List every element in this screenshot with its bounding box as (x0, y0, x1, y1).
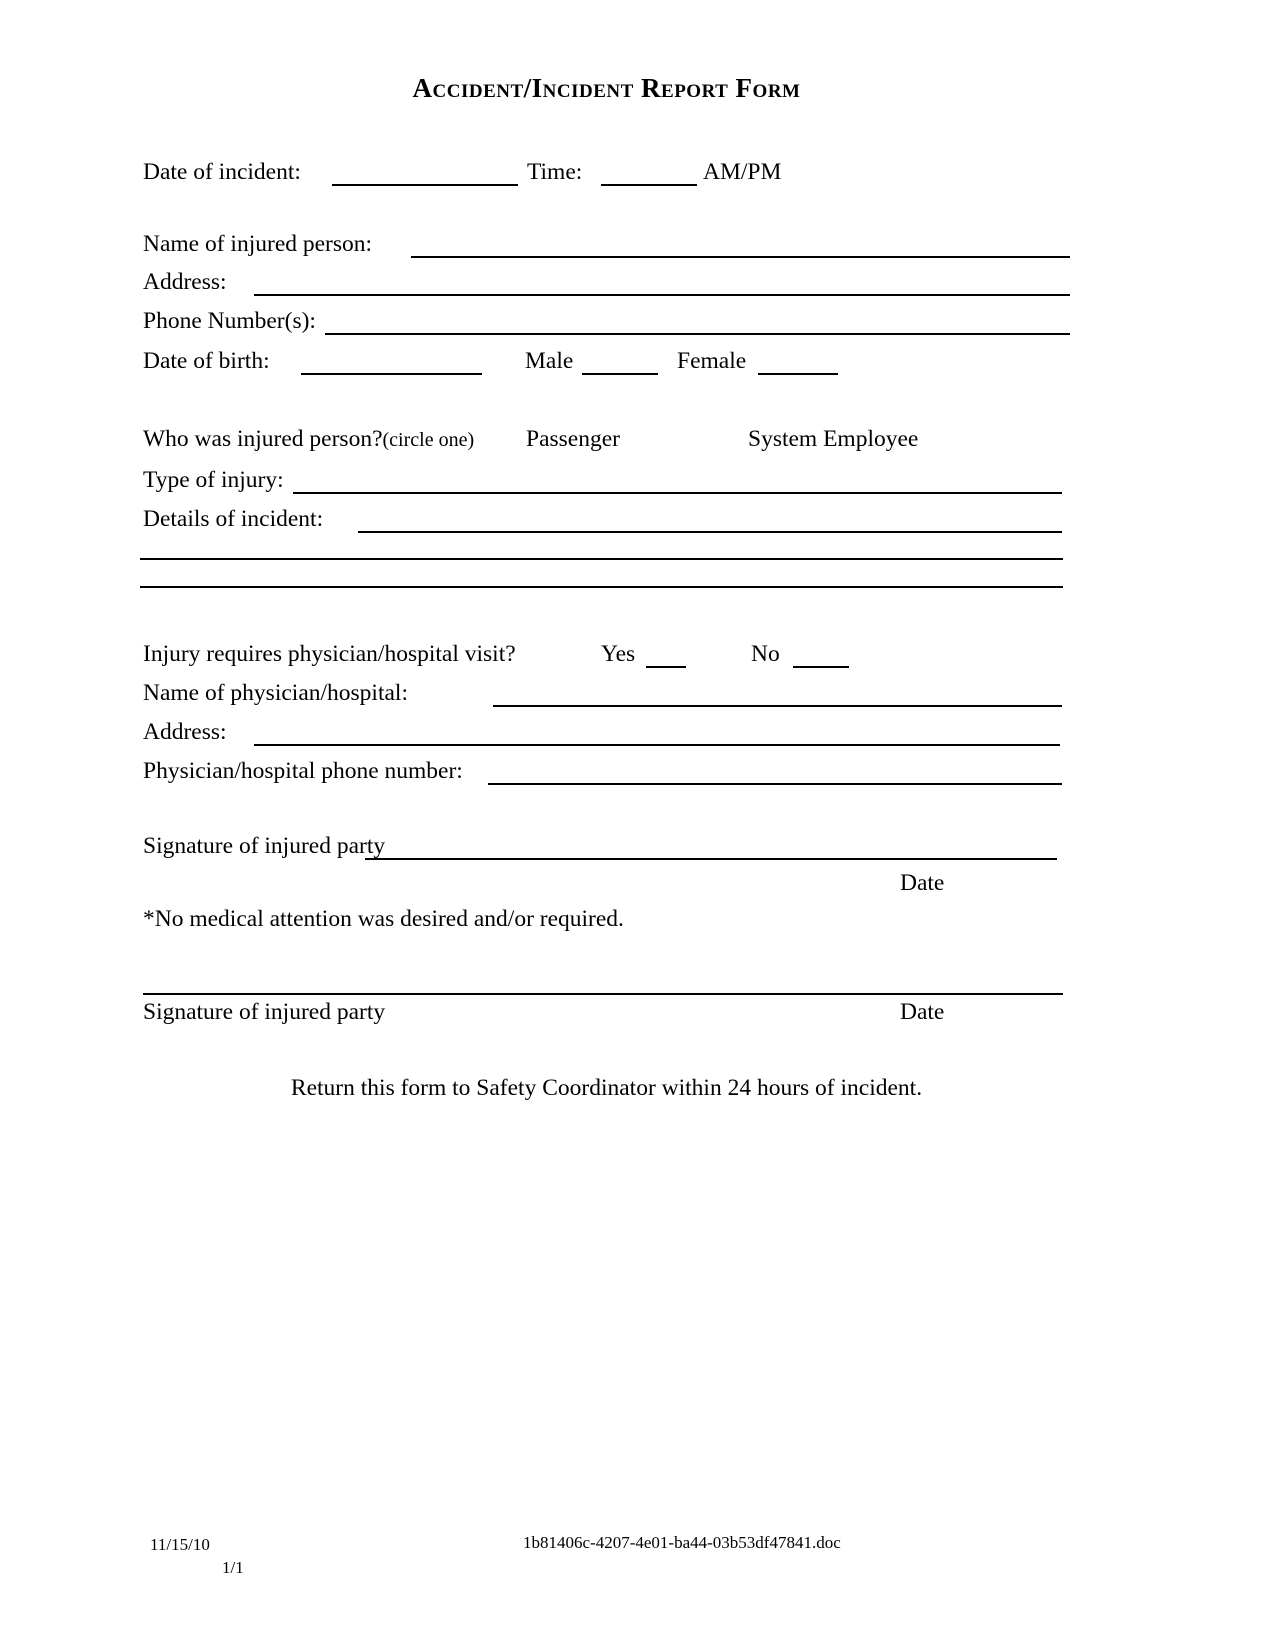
time-label: Time: (527, 159, 583, 185)
male-blank[interactable] (582, 347, 658, 375)
male-option[interactable]: Male (525, 348, 574, 374)
who-injured-question: Who was injured person? (143, 426, 383, 452)
row-date-1 (143, 869, 1070, 897)
physician-address-blank[interactable] (254, 718, 1060, 746)
row-physician-address (143, 718, 1070, 746)
dob-label: Date of birth: (143, 348, 270, 374)
row-incident-details (143, 505, 1070, 533)
injured-address-label: Address: (143, 269, 227, 295)
signature-1-blank[interactable] (365, 832, 1057, 860)
injured-phone-label: Phone Number(s): (143, 308, 316, 334)
row-injury-type (143, 466, 1070, 494)
row-injured-address (143, 268, 1070, 296)
row-physician-phone (143, 757, 1070, 785)
injured-name-label: Name of injured person: (143, 231, 373, 257)
footer-page-number: 1/1 (222, 1558, 244, 1577)
footer-filename: 1b81406c-4207-4e01-ba44-03b53df47841.doc (523, 1533, 841, 1552)
physician-phone-label: Physician/hospital phone number: (143, 758, 463, 784)
female-blank[interactable] (758, 347, 838, 375)
physician-name-label: Name of physician/hospital: (143, 680, 408, 706)
physician-name-blank[interactable] (493, 679, 1062, 707)
yes-option[interactable]: Yes (601, 641, 636, 667)
row-injured-name (143, 230, 1070, 258)
time-blank[interactable] (601, 158, 697, 186)
incident-details-label: Details of incident: (143, 506, 324, 532)
row-who-injured (143, 425, 1070, 453)
row-signature-1 (143, 832, 1070, 860)
signature-2-line[interactable] (143, 993, 1063, 995)
injured-phone-blank[interactable] (325, 307, 1070, 335)
physician-address-label: Address: (143, 719, 227, 745)
injury-type-label: Type of injury: (143, 467, 284, 493)
return-instruction: Return this form to Safety Coordinator within 24 hours of incident. (290, 1075, 923, 1101)
date-of-incident-label: Date of incident: (143, 159, 301, 185)
passenger-option[interactable]: Passenger (526, 426, 620, 452)
footer-revision-date: 11/15/10 (150, 1535, 210, 1554)
physician-phone-blank[interactable] (488, 757, 1062, 785)
row-physician-name (143, 679, 1070, 707)
date-of-incident-blank[interactable] (332, 158, 518, 186)
who-injured-label (143, 425, 474, 454)
signature-2-label: Signature of injured party (143, 999, 386, 1025)
female-option[interactable]: Female (677, 348, 747, 374)
no-blank[interactable] (793, 640, 849, 668)
no-option[interactable]: No (751, 641, 780, 667)
yes-blank[interactable] (646, 640, 686, 668)
details-writing-line-1[interactable] (140, 558, 1063, 560)
dob-blank[interactable] (301, 347, 482, 375)
date-1-label: Date (900, 870, 945, 896)
incident-details-blank[interactable] (358, 505, 1062, 533)
circle-one-instruction: (circle one) (382, 429, 475, 451)
signature-1-label: Signature of injured party (143, 833, 386, 859)
injured-address-blank[interactable] (254, 268, 1070, 296)
date-2-label: Date (900, 999, 945, 1025)
ampm-option[interactable]: AM/PM (703, 159, 782, 185)
injured-name-blank[interactable] (411, 230, 1070, 258)
no-medical-note: *No medical attention was desired and/or required. (143, 906, 624, 932)
row-no-medical-note (143, 905, 1070, 933)
row-injured-phone (143, 307, 1070, 335)
physician-visit-question: Injury requires physician/hospital visit? (143, 641, 516, 667)
system-employee-option[interactable]: System Employee (748, 426, 919, 452)
row-signature-2 (143, 998, 1070, 1026)
row-physician-visit (143, 640, 1070, 668)
row-date-time (143, 158, 1070, 186)
page-title: Accident/Incident Report Form (412, 73, 801, 103)
row-dob-gender (143, 347, 1070, 375)
details-writing-line-2[interactable] (140, 586, 1063, 588)
injury-type-blank[interactable] (293, 466, 1062, 494)
